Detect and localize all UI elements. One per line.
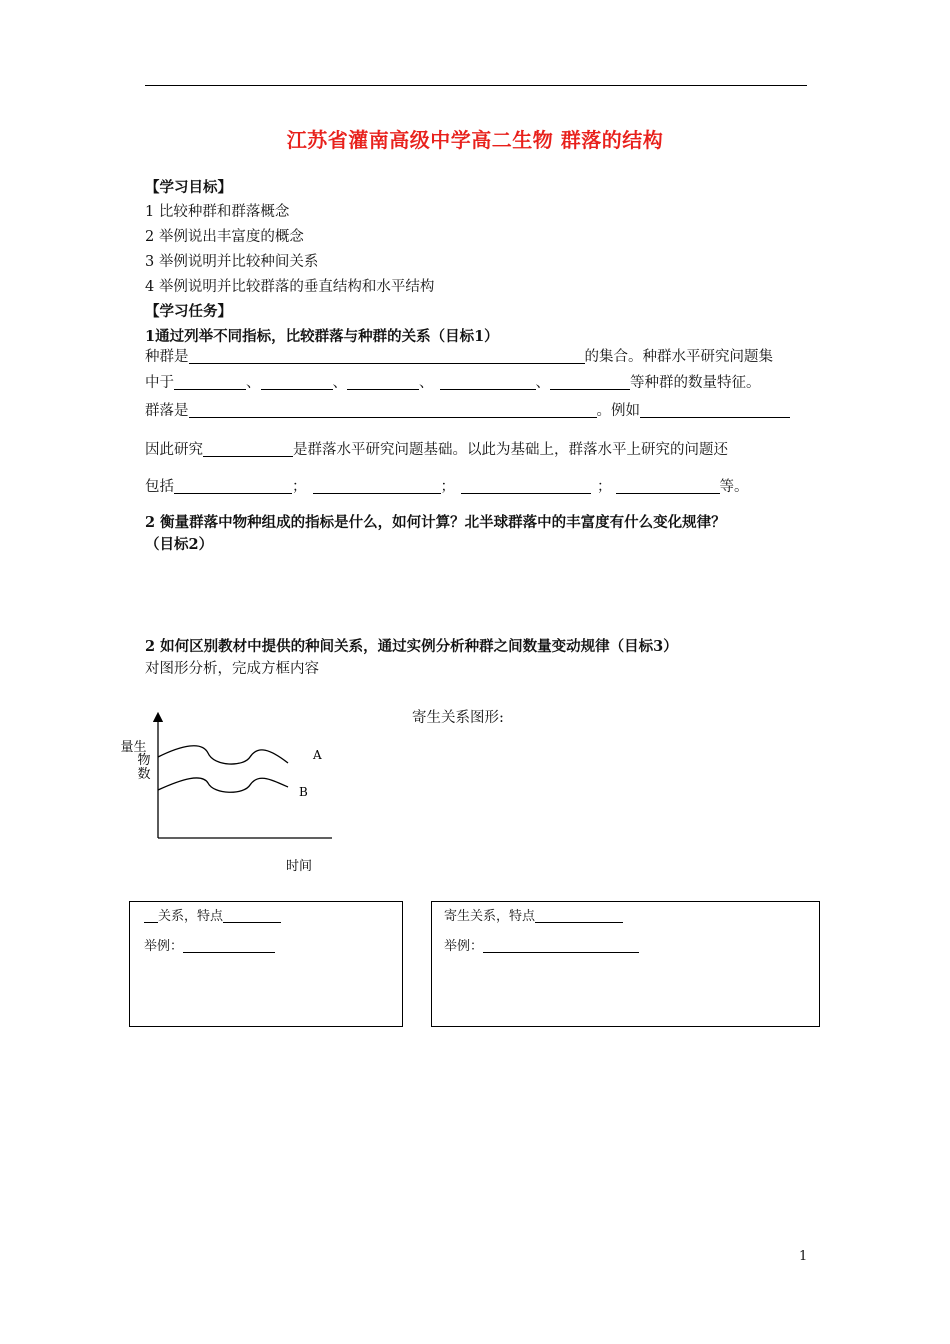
series-b-curve: [158, 778, 288, 792]
q1-line3-prefix: 群落是: [145, 403, 189, 419]
answer-blank[interactable]: [203, 441, 293, 457]
answer-blank[interactable]: [189, 402, 597, 418]
q1-line1-prefix: 种群是: [145, 349, 189, 365]
answer-blank[interactable]: [535, 909, 623, 923]
answer-blank[interactable]: [223, 909, 281, 923]
series-label-a: A: [313, 748, 322, 762]
answer-blank[interactable]: [144, 909, 158, 923]
box-left-line1: [144, 907, 281, 927]
objectives-heading: 【学习目标】: [145, 179, 232, 196]
q1-line5-prefix: 包括: [145, 479, 174, 495]
box-right-label: 寄生关系，特点: [444, 909, 536, 924]
q3-instruction: 对图形分析，完成方框内容: [145, 661, 319, 677]
objective-item: 4 举例说明并比较群落的垂直结构和水平结构: [145, 279, 435, 295]
header-rule: [145, 85, 807, 86]
answer-blank[interactable]: [461, 478, 591, 494]
relation-box-right: [431, 901, 820, 1027]
q1-line3-mid: 。例如: [596, 403, 640, 419]
series-a-curve: [158, 746, 288, 764]
answer-blank[interactable]: [347, 374, 419, 390]
q1-line5-suffix: 等。: [719, 479, 749, 495]
separator: ；: [292, 479, 307, 495]
q1-line1-suffix: 的集合。种群水平研究问题集: [584, 349, 773, 365]
document-title: 江苏省灌南高级中学高二生物 群落的结构: [286, 128, 664, 152]
tasks-heading: 【学习任务】: [145, 303, 232, 320]
separator: 、: [246, 375, 261, 391]
series-label-b: B: [299, 785, 308, 799]
population-graph: [110, 705, 350, 880]
y-label-char: 量: [120, 740, 134, 755]
q2-heading: 2 衡量群落中物种组成的指标是什么，如何计算？北半球群落中的丰富度有什么变化规律？: [145, 514, 726, 531]
q1-line2-suffix: 等种群的数量特征。: [630, 375, 761, 391]
box-left-example-label: 举例：: [144, 939, 184, 954]
separator: ；: [440, 479, 455, 495]
separator: 、: [535, 375, 550, 391]
separator: 、: [332, 375, 347, 391]
answer-blank[interactable]: [640, 402, 790, 418]
answer-blank[interactable]: [550, 374, 630, 390]
objective-item: 1 比较种群和群落概念: [145, 204, 290, 220]
q1-line2: [145, 373, 761, 393]
box-right-line1: [444, 907, 623, 927]
box-left-label: 关系，特点: [158, 909, 224, 924]
q1-line4-suffix: 是群落水平研究问题基础。以此为基础上，群落水平上研究的问题还: [293, 442, 728, 458]
objective-item: 2 举例说出丰富度的概念: [145, 229, 304, 245]
x-axis-label: 时间: [285, 859, 313, 874]
separator: 、: [419, 375, 434, 391]
q1-heading: 1通过列举不同指标，比较群落与种群的关系（目标1）: [145, 328, 499, 345]
y-label-char: 物: [137, 753, 151, 768]
q1-line2-prefix: 中于: [145, 375, 174, 391]
y-label-char: 生: [133, 740, 147, 755]
answer-blank[interactable]: [183, 939, 275, 953]
answer-blank[interactable]: [174, 478, 292, 494]
answer-blank[interactable]: [483, 939, 639, 953]
q1-line4-prefix: 因此研究: [145, 442, 203, 458]
answer-blank[interactable]: [174, 374, 246, 390]
answer-blank[interactable]: [616, 478, 720, 494]
q1-line5: [145, 477, 749, 497]
separator: ；: [597, 479, 612, 495]
objective-item: 3 举例说明并比较种间关系: [145, 254, 319, 270]
page-number: 1: [799, 1249, 808, 1264]
y-label-char: 数: [137, 767, 151, 782]
box-right-line2: [444, 937, 639, 957]
answer-blank[interactable]: [261, 374, 333, 390]
answer-blank[interactable]: [440, 374, 536, 390]
box-left-line2: [144, 937, 275, 957]
answer-blank[interactable]: [313, 478, 441, 494]
q3-heading: 2 如何区别教材中提供的种间关系，通过实例分析种群之间数量变动规律（目标3）: [145, 638, 678, 655]
answer-blank[interactable]: [189, 348, 585, 364]
q1-line1: [145, 347, 773, 367]
parasite-caption: 寄生关系图形:: [412, 710, 504, 726]
relation-box-left: [129, 901, 403, 1027]
q1-line4: [145, 440, 728, 460]
box-right-example-label: 举例：: [444, 939, 484, 954]
q2-heading-target: （目标2）: [145, 536, 214, 553]
q1-line3: [145, 401, 790, 421]
